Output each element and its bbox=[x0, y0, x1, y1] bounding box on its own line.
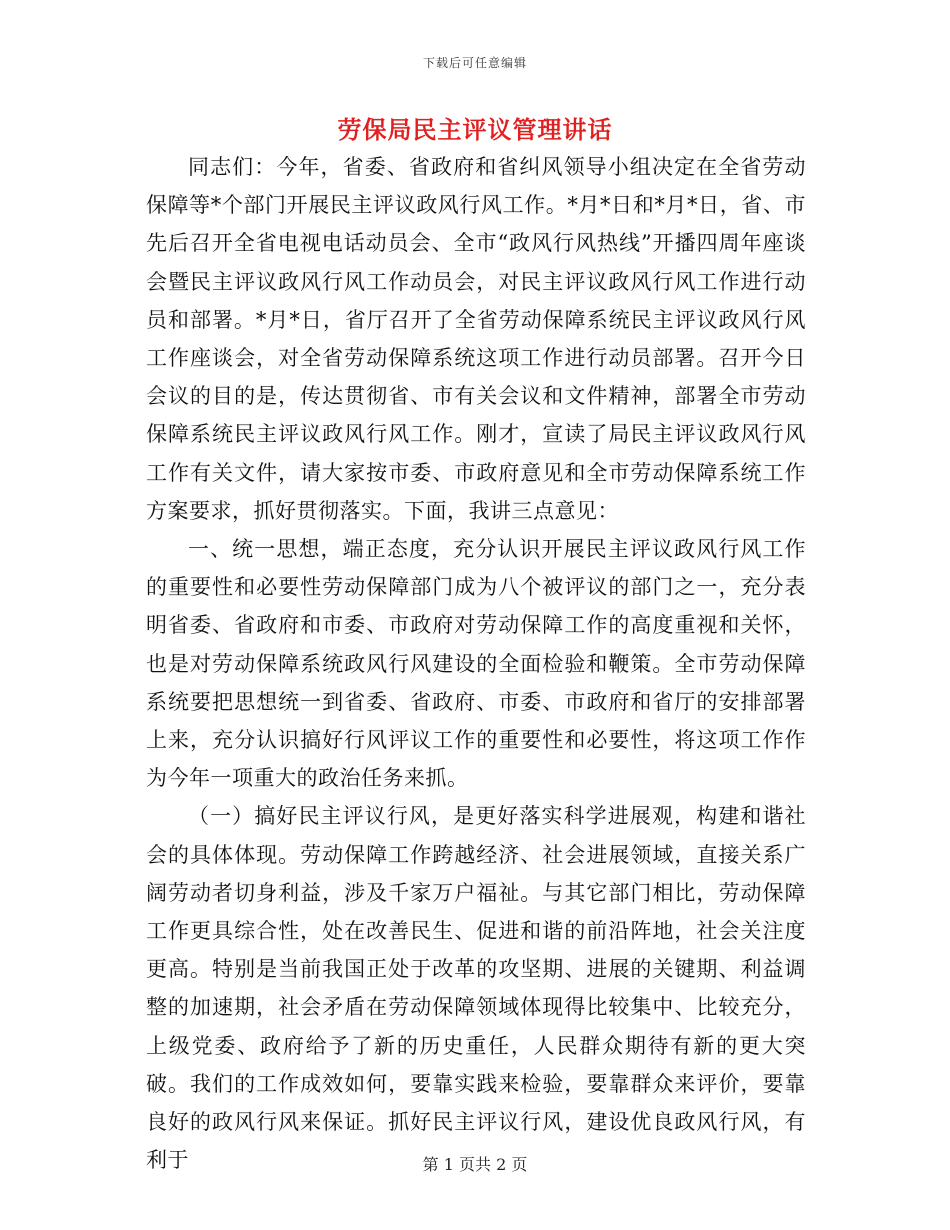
paragraph-subsection-1: （一）搞好民主评议行风，是更好落实科学进展观，构建和谐社会的具体体现。劳动保障工作跨越经济、社会进展领域，直接关系广阔劳动者切身利益，涉及千家万户福祉。与其它部门相比，劳动保障工作更具综合性，处在改善民生、促进和谐的前沿阵地，社会关注度更高。特别是当前我国正处于改革的攻坚期、进展的关键期、利益调整的加速期，社会矛盾在劳动保障领域体现得比较集中、比较充分，上级党委、政府给予了新的历史重任，人民群众期待有新的更大突破。我们的工作成效如何，要靠实践来检验，要靠群众来评价，要靠良好的政风行风来保证。抓好民主评议行风，建设优良政风行风，有利于 bbox=[146, 804, 806, 1173]
document-body bbox=[146, 148, 806, 1179]
paragraph-intro: 同志们：今年，省委、省政府和省纠风领导小组决定在全省劳动保障等*个部门开展民主评议政风行风工作。*月*日和*月*日，省、市先后召开全省电视电话动员会、全市“政风行风热线”开播四周年座谈会暨民主评议政风行风工作动员会，对民主评议政风行风工作进行动员和部署。*月*日，省厅召开了全省劳动保障系统民主评议政风行风工作座谈会，对全省劳动保障系统这项工作进行动员部署。召开今日会议的目的是，传达贯彻省、市有关会议和文件精神，部署全市劳动保障系统民主评议政风行风工作。刚才，宣读了局民主评议政风行风工作有关文件，请大家按市委、市政府意见和全市劳动保障系统工作方案要求，抓好贯彻落实。下面，我讲三点意见： bbox=[146, 155, 806, 523]
page-footer: 第 1 页共 2 页 bbox=[422, 1155, 528, 1174]
document-title: 劳保局民主评议管理讲话 bbox=[337, 115, 613, 144]
paragraph-section-1: 一、统一思想，端正态度，充分认识开展民主评议政风行风工作的重要性和必要性劳动保障部门成为八个被评议的部门之一，充分表明省委、省政府和市委、市政府对劳动保障工作的高度重视和关怀，也是对劳动保障系统政风行风建设的全面检验和鞭策。全市劳动保障系统要把思想统一到省委、省政府、市委、市政府和省厅的安排部署上来，充分认识搞好行风评议工作的重要性和必要性，将这项工作作为今年一项重大的政治任务来抓。 bbox=[146, 537, 806, 791]
header-note: 下载后可任意编辑 bbox=[422, 56, 527, 70]
